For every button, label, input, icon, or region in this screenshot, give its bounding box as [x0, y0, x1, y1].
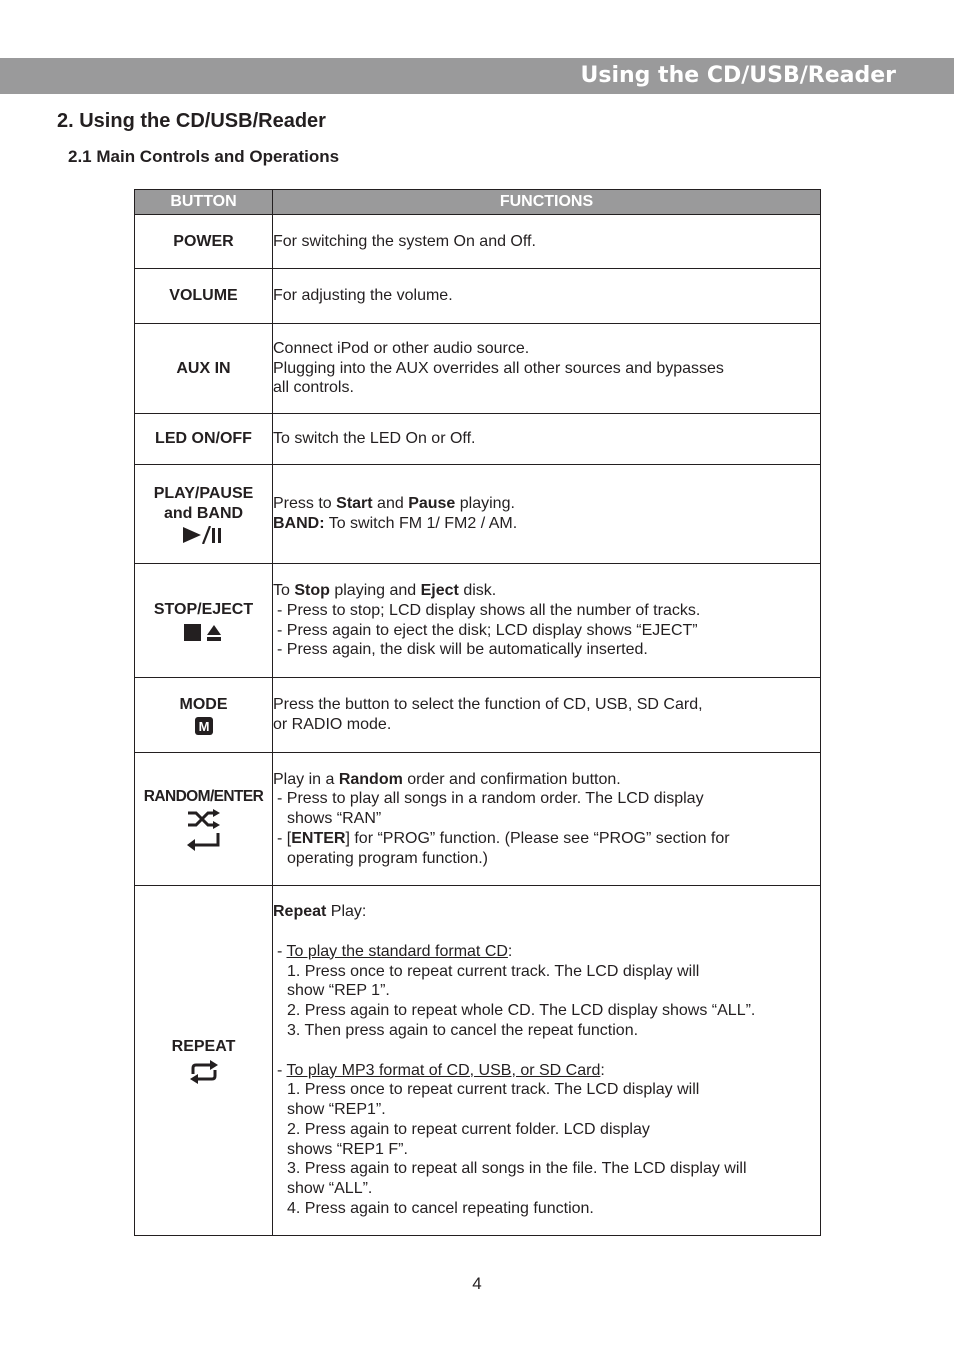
controls-table: [134, 189, 821, 1236]
aux-line-2: Plugging into the AUX overrides all other sources and bypasses: [273, 359, 724, 377]
stop-line-2: - Press to stop; LCD display shows all the number of tracks.: [277, 601, 701, 619]
mode-line-1: Press the button to select the function of CD, USB, SD Card,: [273, 696, 703, 714]
button-play-label-2: and BAND: [163, 504, 244, 522]
mode-line-2: or RADIO mode.: [273, 716, 392, 733]
function-led: To switch the LED On or Off.: [273, 414, 821, 465]
play-pause-icon: [135, 526, 272, 544]
button-repeat-label: REPEAT: [171, 1038, 236, 1056]
repeat-spacer-1: [273, 922, 820, 942]
table-header-row: [135, 190, 821, 215]
function-play: [273, 465, 821, 564]
table-row-power: [135, 215, 821, 269]
button-led-label: LED ON/OFF: [135, 414, 273, 465]
repeat-spacer-2: [273, 1041, 820, 1061]
button-mode-label: MODE: [179, 695, 228, 713]
function-random: [273, 753, 821, 886]
random-line-3: shows “RAN”: [287, 810, 382, 828]
play-line-2: BAND: To switch FM 1/ FM2 / AM.: [273, 515, 518, 532]
repeat-cd-heading: - To play the standard format CD:: [277, 942, 513, 960]
table-row-mode: [135, 678, 821, 753]
aux-line-1: Connect iPod or other audio source.: [273, 339, 530, 357]
random-line-5: operating program function.): [287, 849, 488, 867]
random-line-4: - [ENTER] for “PROG” function. (Please see “PROG” section for: [277, 829, 730, 847]
shuffle-icon: [188, 813, 214, 825]
page-number: 4: [472, 1274, 482, 1293]
repeat-cd-2: 2. Press again to repeat whole CD. The LCD display shows “ALL”.: [287, 1002, 756, 1020]
header-functions: FUNCTIONS: [273, 190, 821, 215]
repeat-mp3-3: 3. Press again to repeat all songs in the file. The LCD display will: [287, 1160, 747, 1178]
function-repeat: [273, 886, 821, 1236]
repeat-mp3-2b: shows “REP1 F”.: [287, 1140, 408, 1158]
table-row-stop: [135, 564, 821, 678]
random-line-2: - Press to play all songs in a random order. The LCD display: [277, 790, 704, 808]
subsection-title: 2.1 Main Controls and Operations: [68, 147, 340, 166]
function-power: For switching the system On and Off.: [273, 215, 821, 269]
eject-icon: [207, 625, 221, 635]
repeat-mp3-heading: - To play MP3 format of CD, USB, or SD Card:: [277, 1061, 605, 1079]
button-random-cell: [135, 753, 273, 886]
repeat-icon: [189, 1060, 219, 1084]
section-title: 2. Using the CD/USB/Reader: [57, 110, 326, 132]
function-aux: [273, 324, 821, 414]
svg-text:M: M: [198, 719, 209, 735]
button-mode-cell: [135, 678, 273, 753]
table-row-random: [135, 753, 821, 886]
table-row-play: [135, 465, 821, 564]
mode-m-icon: [195, 717, 213, 735]
repeat-line-1: Repeat Play:: [273, 903, 367, 921]
function-volume: For adjusting the volume.: [273, 269, 821, 324]
button-play-label-1: PLAY/PAUSE: [153, 484, 254, 502]
stop-line-1: To Stop playing and Eject disk.: [273, 581, 497, 599]
repeat-cd-1b: show “REP 1”.: [287, 982, 390, 1000]
stop-icon: [184, 624, 201, 641]
stop-eject-icons: [184, 623, 224, 641]
table-row-led: [135, 414, 821, 465]
table-row-repeat: [135, 886, 821, 1236]
play-line-1: Press to Start and Pause playing.: [273, 495, 515, 513]
stop-line-3: - Press again to eject the disk; LCD display shows “EJECT”: [277, 621, 698, 639]
function-mode: [273, 678, 821, 753]
random-line-1: Play in a Random order and confirmation button.: [273, 770, 621, 788]
repeat-mp3-1: 1. Press once to repeat current track. The LCD display will: [287, 1081, 700, 1099]
button-power-label: POWER: [135, 215, 273, 269]
header-button: BUTTON: [135, 190, 273, 215]
repeat-mp3-4: 4. Press again to cancel repeating function.: [287, 1200, 594, 1218]
button-aux-label: AUX IN: [135, 324, 273, 414]
button-stop-cell: [135, 564, 273, 678]
repeat-cd-1: 1. Press once to repeat current track. The LCD display will: [287, 962, 700, 980]
header-bar: [0, 58, 954, 94]
button-repeat-cell: [135, 886, 273, 1236]
button-stop-label: STOP/EJECT: [153, 601, 254, 619]
aux-line-3: all controls.: [273, 379, 354, 397]
repeat-cd-3: 3. Then press again to cancel the repeat function.: [287, 1021, 639, 1039]
table-row-volume: [135, 269, 821, 324]
stop-line-4: - Press again, the disk will be automatically inserted.: [277, 641, 648, 659]
button-play-cell: [135, 465, 273, 564]
repeat-mp3-1b: show “REP1”.: [287, 1101, 386, 1119]
repeat-mp3-2: 2. Press again to repeat current folder. LCD display: [287, 1120, 650, 1138]
header-title: Using the CD/USB/Reader: [580, 63, 896, 88]
function-stop: [273, 564, 821, 678]
repeat-mp3-3b: show “ALL”.: [287, 1180, 373, 1198]
button-volume-label: VOLUME: [135, 269, 273, 324]
enter-return-icon: [187, 833, 218, 851]
table-row-aux: [135, 324, 821, 414]
button-random-label: RANDOM/ENTER: [143, 787, 264, 805]
